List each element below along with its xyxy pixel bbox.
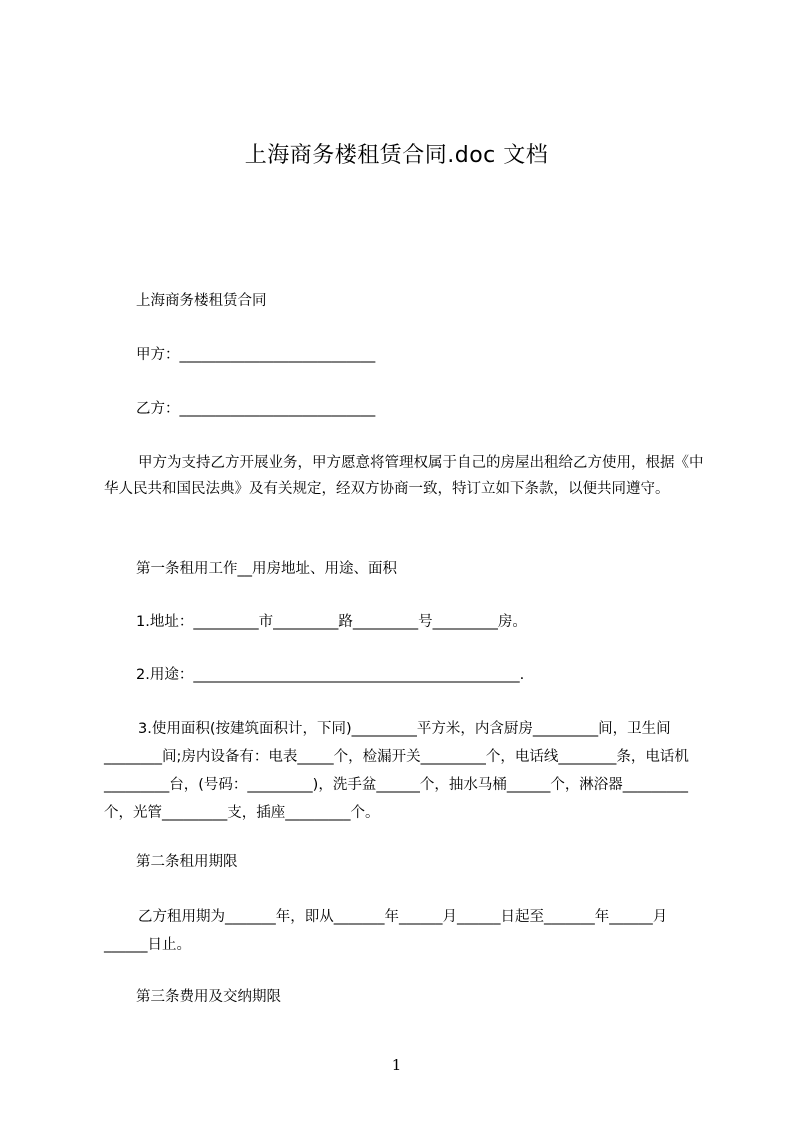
usage-line: 2.用途：_____________________________________________. [136, 667, 525, 683]
article-1-heading: 第一条租用工作__用房地址、用途、面积 [136, 561, 397, 577]
contract-heading: 上海商务楼租赁合同 [136, 293, 267, 309]
page-number: 1 [391, 1056, 402, 1074]
lease-term-paragraph: 乙方租用期为_______年，即从_______年______月______日起至_______年______月______日止。 [104, 909, 668, 953]
document-title: 上海商务楼租赁合同.doc 文档 [244, 143, 549, 168]
article-2-heading: 第二条租用期限 [136, 854, 238, 870]
preamble-paragraph: 甲方为支持乙方开展业务，甲方愿意将管理权属于自己的房屋出租给乙方使用，根据《中华人民共和国民法典》及有关规定，经双方协商一致，特订立如下条款，以便共同遵守。 [104, 455, 704, 497]
article-3-heading: 第三条费用及交纳期限 [136, 989, 281, 1005]
party-b-line: 乙方：___________________________ [136, 401, 376, 417]
area-equipment-paragraph: 3.使用面积(按建筑面积计，下同)_________平方米，内含厨房_________间，卫生间________间;房内设备有：电表_____个，检漏开关_________个，电话线________条，电话机_________台，(号码：_________)，洗手盆______个，抽水马桶______个，淋浴器_________个，光管_________支，插座_________个。 [104, 721, 689, 821]
party-a-line: 甲方：___________________________ [136, 347, 376, 363]
address-line: 1.地址：_________市_________路_________号_________房。 [136, 614, 527, 630]
